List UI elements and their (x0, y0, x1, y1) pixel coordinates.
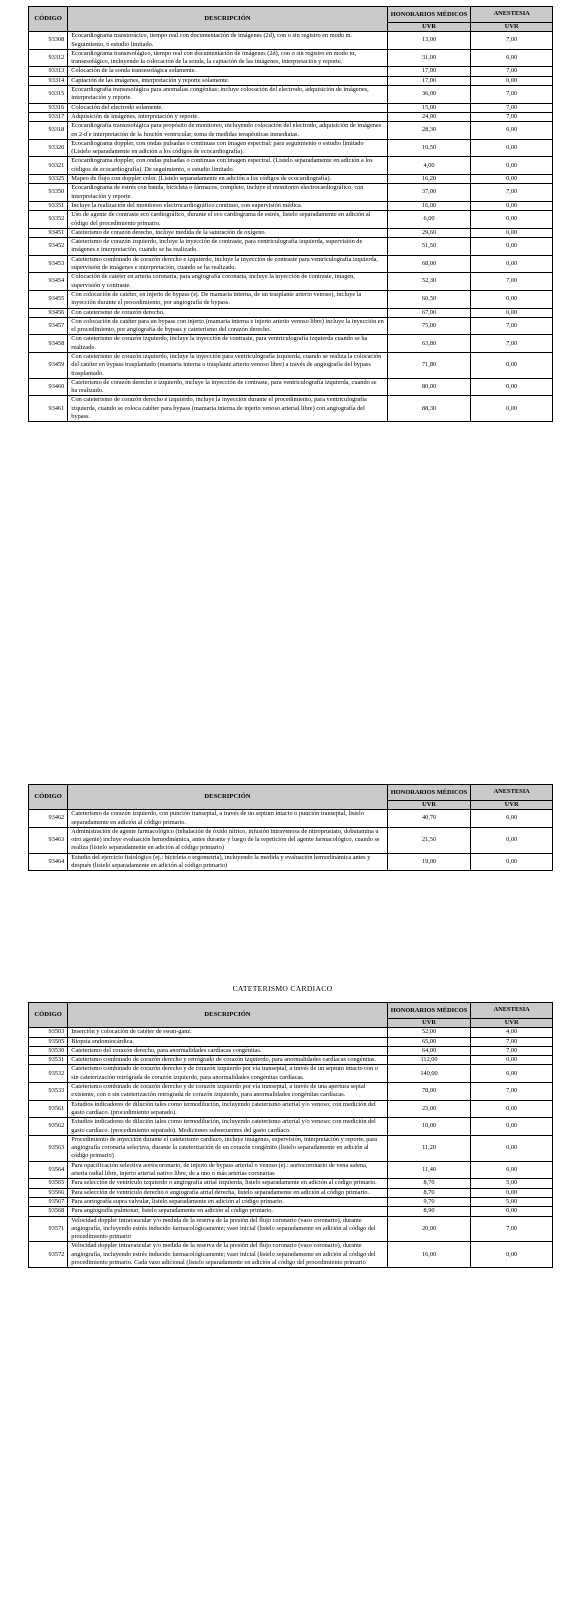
table-row (29, 273, 553, 291)
description-cell: Colocación de la sonda transesofágica solamente. (68, 67, 387, 76)
anesthesia-uvr-cell: 7,00 (471, 1037, 553, 1046)
code-cell: 93532 (29, 1065, 68, 1083)
anesthesia-uvr-cell: 0,00 (471, 352, 553, 378)
anesthesia-unit-header: UVR (471, 1019, 553, 1028)
description-cell: Con colocación de catéter para un bypass con injerto (mamaria interna e injerto arterio venoso libre) incluye la inyección en el procedimiento, por angiografía de bypass y cateterismo del corazón derecho. (68, 317, 387, 335)
table-row (29, 32, 553, 50)
table-row (29, 122, 553, 140)
code-cell: 93531 (29, 1056, 68, 1065)
fees-uvr-cell: 16,00 (387, 201, 471, 210)
code-cell: 93464 (29, 853, 68, 871)
table-row (29, 67, 553, 76)
anesthesia-uvr-cell: 7,00 (471, 317, 553, 335)
fees-unit-header: UVR (387, 23, 471, 32)
anesthesia-uvr-cell: 0,00 (471, 1065, 553, 1083)
fees-uvr-cell: 60,50 (387, 290, 471, 308)
description-cell: Ecocardiograma transtorácico, tiempo real con documentación de imágenes (2d), con o sin registro en modo m. Seguimiento, o estudio limitado. (68, 32, 387, 50)
anesthesia-uvr-cell: 7,00 (471, 32, 553, 50)
anesthesia-uvr-cell: 7,00 (471, 1046, 553, 1055)
code-cell: 93530 (29, 1046, 68, 1055)
table-row (29, 335, 553, 353)
description-cell: Cateterismo combinado de corazón derecho y de corazón izquierdo por vía transeptal, a través de una apertura septal existente, con o sin cateterización retrógrada de corazón izquierdo, para anormalidades congénitas cardíacas. (68, 1083, 387, 1101)
code-cell: 93314 (29, 76, 68, 85)
fees-unit-header: UVR (387, 1019, 471, 1028)
code-cell: 93320 (29, 139, 68, 157)
code-cell: 93318 (29, 122, 68, 140)
table-row (29, 49, 553, 67)
anesthesia-uvr-cell: 4,00 (471, 1028, 553, 1037)
description-cell: Con cateterismo de corazón izquierdo, incluye la inyección de contraste, para ventriculografía izquierda cuando se ha realizado. (68, 335, 387, 353)
description-cell: Con cateterismo de corazón izquierdo, incluye la inyección para ventriculografía izquierda, cuando se realiza la colocación del catéter en bypass trasplantado (mamaria interna o trasplante arterio venoso libre) a través de angiografía del bypass trasplantado. (68, 352, 387, 378)
description-cell: Ecocardiografía transesofágica para propósito de monitoreo, incluyendo colocación del electrodo, adquisición de imágenes en 2-d e interpretación de la función ventricular, toma de medidas terapéuticas inmediatas. (68, 122, 387, 140)
description-cell: Cateterismo del corazón derecho, para anormalidades cardíacas congénitas. (68, 1046, 387, 1055)
fees-uvr-cell: 15,00 (387, 103, 471, 112)
description-cell: Velocidad doppler intravascular y/o medida de la reserva de la presión del flujo coronario (vaso coronario), durante angiografía, incluyendo estrés inducido farmacológicamente; vaso inicial (listelo separadamente en adición al código del procedimiento primario (68, 1216, 387, 1242)
fees-uvr-cell: 31,00 (387, 49, 471, 67)
table-row (29, 1161, 553, 1179)
fees-uvr-cell: 37,00 (387, 184, 471, 202)
anesthesia-header: ANESTESIA (471, 785, 553, 801)
table-row (29, 352, 553, 378)
description-cell: Administración de agente farmacológico (inhalación de óxido nítrico, infusión intravenosa de nitroprusiato, dobutamina u otro agente) incluye evaluación hemodinámica, antes durante y luego de la repetición del agente farmacológico, cuando se realiza (listelo separadamente en adición al código primario) (68, 827, 387, 853)
table-row (29, 103, 553, 112)
description-cell: Para selección de ventrículo izquierdo o angiografía atrial izquierda, listelo separadamente en adición al código primario. (68, 1179, 387, 1188)
fees-uvr-cell: 65,00 (387, 1037, 471, 1046)
code-cell: 93562 (29, 1118, 68, 1136)
anesthesia-uvr-cell: 0,00 (471, 201, 553, 210)
table-row (29, 1065, 553, 1083)
fees-uvr-cell: 19,00 (387, 853, 471, 871)
table-row (29, 1100, 553, 1118)
anesthesia-uvr-cell: 0,00 (471, 228, 553, 237)
fees-uvr-cell: 11,40 (387, 1161, 471, 1179)
code-cell: 93454 (29, 273, 68, 291)
fees-uvr-cell: 17,00 (387, 67, 471, 76)
anesthesia-header: ANESTESIA (471, 7, 553, 23)
description-cell: Con colocación de catéter, en injerto de bypass (ej. De mamaria interna, de un trasplante arterio venoso), incluye la inyección durante el procedimiento, por angiografía de bypass. (68, 290, 387, 308)
description-cell: Cateterismo de corazón derecho e izquierdo, incluye la inyección de contraste, para ventriculografía izquierda, cuando se ha realizado. (68, 378, 387, 396)
code-cell: 93463 (29, 827, 68, 853)
anesthesia-uvr-cell: 7,00 (471, 273, 553, 291)
fees-uvr-cell: 78,00 (387, 1083, 471, 1101)
code-cell: 93315 (29, 86, 68, 104)
fees-uvr-cell: 29,60 (387, 228, 471, 237)
description-cell: Ecocardiograma doppler, con ondas pulsadas o continuas con imagen espectral; para seguimiento o estudio limitado (Listelo separadamente en adición a los códigos de ecocardiografía). (68, 139, 387, 157)
code-cell: 93566 (29, 1188, 68, 1197)
description-cell: Incluye la realización del monitoreo electrocardiográfico continuo, con supervisión médica. (68, 201, 387, 210)
fees-uvr-cell: 52,30 (387, 273, 471, 291)
code-cell: 93451 (29, 228, 68, 237)
code-cell: 93567 (29, 1197, 68, 1206)
anesthesia-uvr-cell: 7,00 (471, 86, 553, 104)
table-row (29, 175, 553, 184)
anesthesia-uvr-cell: 7,00 (471, 184, 553, 202)
code-cell: 93565 (29, 1179, 68, 1188)
fees-uvr-cell: 64,00 (387, 1046, 471, 1055)
description-cell: Cateterismo combinado de corazón derecho e izquierdo, incluye la inyección de contraste para ventriculografía izquierda, supervisión de imágenes e interpretación, cuando se ha realizado. (68, 255, 387, 273)
fees-uvr-cell: 4,00 (387, 157, 471, 175)
code-cell: 93316 (29, 103, 68, 112)
fees-uvr-cell: 52,00 (387, 1028, 471, 1037)
anesthesia-uvr-cell: 0,00 (471, 810, 553, 828)
anesthesia-uvr-cell: 0,00 (471, 122, 553, 140)
description-cell: Cateterismo de corazón derecho, incluye medida de la saturación de oxígeno. (68, 228, 387, 237)
fees-uvr-cell: 68,00 (387, 255, 471, 273)
fees-uvr-cell: 8,90 (387, 1207, 471, 1216)
code-cell: 93563 (29, 1135, 68, 1161)
fees-header: HONORARIOS MÉDICOS (387, 1003, 471, 1019)
code-cell: 93455 (29, 290, 68, 308)
anesthesia-uvr-cell: 0,00 (471, 49, 553, 67)
anesthesia-uvr-cell: 0,00 (471, 157, 553, 175)
fees-uvr-cell: 13,00 (387, 32, 471, 50)
table-row (29, 1179, 553, 1188)
description-cell: Para opacificación selectiva aortocoronario, de injerto de bypass arterial o venoso (ej.: aortocoronario de vena safena, arteria radial libre, injerto arterial nativo libre, de a uno o más arterias coronarias (68, 1161, 387, 1179)
description-cell: Velocidad doppler intravascular y/o medida de la reserva de la presión del flujo coronario (vaso coronario), durante angiografía, incluyendo estrés inducido farmacológicamente; vaso inicial (listelo separadamente en adición al código del procedimiento primario. Cada vaso adicional (listelo separadamente en adición al código del procedimiento primario (68, 1242, 387, 1268)
description-cell: Para aortografía supra valvular, listelo separadamente en adición al código primario. (68, 1197, 387, 1206)
description-cell: Inserción y colocación de catéter de swan-ganz. (68, 1028, 387, 1037)
description-cell: Ecocardiografía transesofágica para anomalías congénitas; incluye colocación del electrodo, adquisición de imágenes, interpretación y reporte. (68, 86, 387, 104)
fees-unit-header: UVR (387, 801, 471, 810)
fees-uvr-cell: 11,20 (387, 1135, 471, 1161)
table-row (29, 1046, 553, 1055)
code-cell: 93350 (29, 184, 68, 202)
table-row (29, 228, 553, 237)
fee-table-cardiac-catheterism (28, 1002, 553, 1268)
fees-uvr-cell: 17,00 (387, 76, 471, 85)
anesthesia-uvr-cell: 7,00 (471, 103, 553, 112)
table-row (29, 255, 553, 273)
code-header: CÓDIGO (29, 7, 68, 32)
description-cell: Cateterismo de corazón izquierdo, incluye la inyección de contraste, para ventriculografía izquierda, supervisión de imágenes e interpretación, cuando se ha realizado. (68, 238, 387, 256)
description-cell: Uso de agente de contraste eco cardiográfico, durante el eco cardiograma de estrés, listelo separadamente en adición al código del procedimiento primario. (68, 211, 387, 229)
table-row (29, 1083, 553, 1101)
description-cell: Para selección de ventrículo derecho o angiografía atrial derecha, listelo separadamente en adición al código primario. (68, 1188, 387, 1197)
anesthesia-uvr-cell: 7,00 (471, 1216, 553, 1242)
description-cell: Colocación del electrodo solamente. (68, 103, 387, 112)
anesthesia-uvr-cell: 0,00 (471, 290, 553, 308)
anesthesia-uvr-cell: 0,00 (471, 76, 553, 85)
description-header: DESCRIPCIÓN (68, 785, 387, 810)
table-row (29, 1135, 553, 1161)
section-title: CATETERISMO CARDIACO (232, 984, 333, 993)
table-row (29, 317, 553, 335)
code-header: CÓDIGO (29, 1003, 68, 1028)
anesthesia-uvr-cell: 0,00 (471, 308, 553, 317)
fees-uvr-cell: 6,00 (387, 211, 471, 229)
code-cell: 93321 (29, 157, 68, 175)
fees-uvr-cell: 63,80 (387, 335, 471, 353)
fees-uvr-cell: 51,50 (387, 238, 471, 256)
code-cell: 93533 (29, 1083, 68, 1101)
table-row (29, 308, 553, 317)
description-cell: Colocación de catéter en arteria coronaria, para angiografía coronaria, incluye la inyección de contraste, imagen, supervisión y contraste. (68, 273, 387, 291)
table-row (29, 211, 553, 229)
description-cell: Ecocardiograma de estrés con banda, bicicleta o fármacos, completo, incluye el monitoreo electrocardiográfico, con interpretación y reporte. (68, 184, 387, 202)
code-cell: 93456 (29, 308, 68, 317)
anesthesia-uvr-cell: 0,00 (471, 255, 553, 273)
table-row (29, 1037, 553, 1046)
description-header: DESCRIPCIÓN (68, 1003, 387, 1028)
description-cell: Estudio del ejercicio fisiológico (ej.: bicicleta o ergometría), incluyendo la medida y evaluación hemodinámica antes y después (listelo separadamente en adición al código primario) (68, 853, 387, 871)
code-cell: 93459 (29, 352, 68, 378)
fees-uvr-cell: 10,00 (387, 1118, 471, 1136)
fees-uvr-cell: 8,70 (387, 1179, 471, 1188)
table-row (29, 184, 553, 202)
table-row (29, 378, 553, 396)
code-header: CÓDIGO (29, 785, 68, 810)
fees-uvr-cell: 23,00 (387, 1100, 471, 1118)
table-row (29, 86, 553, 104)
fees-header: HONORARIOS MÉDICOS (387, 785, 471, 801)
table-row (29, 1216, 553, 1242)
description-cell: Cateterismo combinado de corazón derecho y de corazón izquierdo por vía transeptal, a través de un septum intacto con o sin cateterización retrógrada de corazón izquierdo, para anormalidades congénitas cardíacas. (68, 1065, 387, 1083)
table-row (29, 76, 553, 85)
code-cell: 93453 (29, 255, 68, 273)
anesthesia-uvr-cell: 0,00 (471, 1118, 553, 1136)
table-row (29, 1242, 553, 1268)
code-cell: 93461 (29, 396, 68, 422)
description-cell: Estudios indicadores de dilución tales como termodilución, incluyendo cateterismo arterial y/o venoso; con medición del gasto cardíaco. (procedimiento separado). Mediciones subsecuentes del gasto cardíaco. (68, 1118, 387, 1136)
fees-uvr-cell: 80,00 (387, 378, 471, 396)
description-cell: Estudios indicadores de dilución tales como termodilución, incluyendo cateterismo arterial y/o venoso; con medición del gasto cardíaco. (procedimiento separado). (68, 1100, 387, 1118)
table-row (29, 139, 553, 157)
table-row (29, 396, 553, 422)
code-cell: 93325 (29, 175, 68, 184)
code-cell: 93568 (29, 1207, 68, 1216)
code-cell: 93312 (29, 49, 68, 67)
code-cell: 93457 (29, 317, 68, 335)
anesthesia-uvr-cell: 0,00 (471, 238, 553, 256)
fees-uvr-cell: 67,00 (387, 308, 471, 317)
anesthesia-uvr-cell: 5,00 (471, 1197, 553, 1206)
fees-uvr-cell: 16,00 (387, 1242, 471, 1268)
description-cell: Procedimiento de inyección durante el cateterismo cardíaco, incluye imágenes, supervisión, interpretación y reporte, para angiografía coronaria selectiva, durante la cateterización de un corazón congénito (listelo separadamente en adición al código primario) (68, 1135, 387, 1161)
description-cell: Mapeo de flujo con doppler color. (Listelo separadamente en adición a los códigos de ecocardiografía). (68, 175, 387, 184)
anesthesia-uvr-cell: 0,00 (471, 1056, 553, 1065)
anesthesia-uvr-cell: 0,00 (471, 1161, 553, 1179)
table-row (29, 238, 553, 256)
fees-uvr-cell: 140,00 (387, 1065, 471, 1083)
table-row (29, 290, 553, 308)
anesthesia-uvr-cell: 0,00 (471, 1188, 553, 1197)
description-cell: Captación de las imágenes, interpretación y reporte solamente. (68, 76, 387, 85)
fee-table-echocardiography (28, 6, 553, 422)
anesthesia-unit-header: UVR (471, 23, 553, 32)
code-cell: 93452 (29, 238, 68, 256)
code-cell: 93308 (29, 32, 68, 50)
description-cell: Cateterismo de corazón izquierdo, con punción transeptal, a través de un septum intacto o punción transeptal, listelo separadamente en adición al código primario. (68, 810, 387, 828)
code-cell: 93462 (29, 810, 68, 828)
fees-uvr-cell: 20,00 (387, 1216, 471, 1242)
table-row (29, 1028, 553, 1037)
anesthesia-uvr-cell: 7,00 (471, 112, 553, 121)
anesthesia-uvr-cell: 0,00 (471, 853, 553, 871)
code-cell: 93352 (29, 211, 68, 229)
description-header: DESCRIPCIÓN (68, 7, 387, 32)
table-row (29, 112, 553, 121)
fees-header: HONORARIOS MÉDICOS (387, 7, 471, 23)
anesthesia-uvr-cell: 0,00 (471, 211, 553, 229)
anesthesia-uvr-cell: 0,00 (471, 396, 553, 422)
anesthesia-uvr-cell: 7,00 (471, 335, 553, 353)
anesthesia-uvr-cell: 7,00 (471, 1083, 553, 1101)
code-cell: 93313 (29, 67, 68, 76)
anesthesia-uvr-cell: 0,00 (471, 1135, 553, 1161)
table-row (29, 1056, 553, 1065)
description-cell: Adquisición de imágenes, interpretación y reporte. (68, 112, 387, 121)
code-cell: 93458 (29, 335, 68, 353)
description-cell: Con cateterismo de corazón derecho. (68, 308, 387, 317)
table-row (29, 157, 553, 175)
fees-uvr-cell: 75,00 (387, 317, 471, 335)
fee-table-catheterism-addons (28, 784, 553, 871)
anesthesia-uvr-cell: 0,00 (471, 1100, 553, 1118)
code-cell: 93571 (29, 1216, 68, 1242)
anesthesia-uvr-cell: 7,00 (471, 67, 553, 76)
anesthesia-uvr-cell: 0,00 (471, 378, 553, 396)
fees-uvr-cell: 24,00 (387, 112, 471, 121)
code-cell: 93503 (29, 1028, 68, 1037)
description-cell: Para angiografía pulmonar, listelo separadamente en adición al código primario. (68, 1207, 387, 1216)
table-row (29, 1197, 553, 1206)
anesthesia-uvr-cell: 0,00 (471, 175, 553, 184)
fees-uvr-cell: 88,30 (387, 396, 471, 422)
fees-uvr-cell: 40,70 (387, 810, 471, 828)
fees-uvr-cell: 28,30 (387, 122, 471, 140)
code-cell: 93317 (29, 112, 68, 121)
anesthesia-uvr-cell: 0,00 (471, 139, 553, 157)
description-cell: Ecocardiograma transesofágico, tiempo real con documentación de imágenes (2d), con o sin registro en modo m, transesofágico, incluyendo la colocación de la sonda, la captación de las imágenes, interpretación y reporte. (68, 49, 387, 67)
anesthesia-unit-header: UVR (471, 801, 553, 810)
table-row (29, 1207, 553, 1216)
table-row (29, 827, 553, 853)
code-cell: 93572 (29, 1242, 68, 1268)
anesthesia-uvr-cell: 0,00 (471, 1207, 553, 1216)
fees-uvr-cell: 112,00 (387, 1056, 471, 1065)
code-cell: 93564 (29, 1161, 68, 1179)
anesthesia-uvr-cell: 0,00 (471, 1242, 553, 1268)
fees-uvr-cell: 10,50 (387, 139, 471, 157)
description-cell: Ecocardiograma doppler, con ondas pulsadas o continuas con imagen espectral. (Listelo separadamente en adición a los códigos de ecocardiografía). De seguimiento, o estudio limitado. (68, 157, 387, 175)
table-row (29, 1118, 553, 1136)
fees-uvr-cell: 16,20 (387, 175, 471, 184)
fees-uvr-cell: 21,50 (387, 827, 471, 853)
code-cell: 93505 (29, 1037, 68, 1046)
code-cell: 93351 (29, 201, 68, 210)
anesthesia-uvr-cell: 5,00 (471, 1179, 553, 1188)
table-row (29, 1188, 553, 1197)
description-cell: Con cateterismo de corazón derecho e izquierdo, incluye la inyección durante el procedimiento, para ventriculografía izquierda, cuando se coloca catéter para bypass (mamaria interna de injerto venoso arterial libre) con angiografía del bypass. (68, 396, 387, 422)
table-row (29, 201, 553, 210)
fees-uvr-cell: 8,70 (387, 1188, 471, 1197)
fees-uvr-cell: 9,70 (387, 1197, 471, 1206)
table-row (29, 853, 553, 871)
description-cell: Biopsia endomiocárdica. (68, 1037, 387, 1046)
code-cell: 93460 (29, 378, 68, 396)
table-row (29, 810, 553, 828)
description-cell: Cateterismo combinado de corazón derecho y retrógrado de corazón izquierdo, para anormalidades cardíacas congénitas. (68, 1056, 387, 1065)
anesthesia-uvr-cell: 0,00 (471, 827, 553, 853)
anesthesia-header: ANESTESIA (471, 1003, 553, 1019)
fees-uvr-cell: 36,00 (387, 86, 471, 104)
code-cell: 93561 (29, 1100, 68, 1118)
fees-uvr-cell: 71,80 (387, 352, 471, 378)
